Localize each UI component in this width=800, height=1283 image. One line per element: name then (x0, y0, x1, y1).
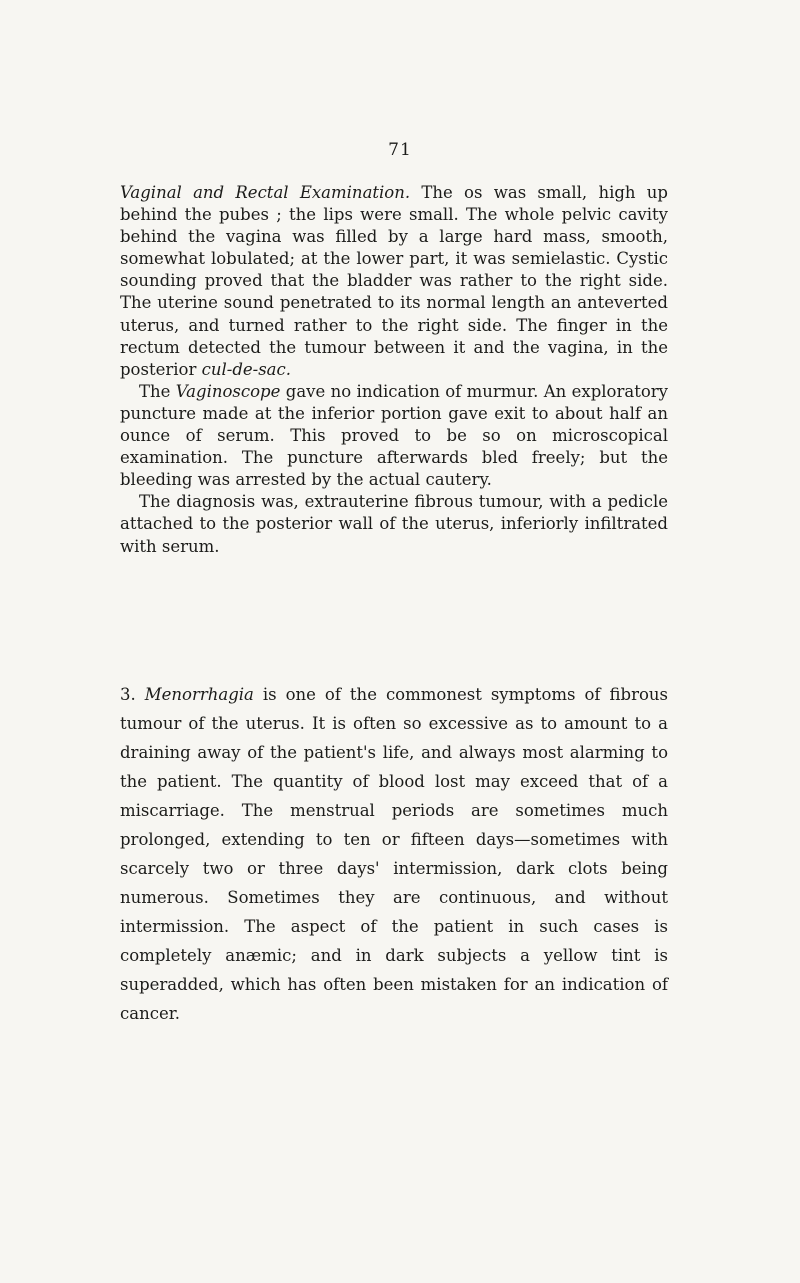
menorrhagia-paragraph (120, 680, 668, 1028)
examination-paragraph (120, 182, 668, 381)
examination-text: The os was small, high up behind the pubes ; the lips were small. The whole pelvic cavity behind the vagina was filled by a large hard mass, smooth, somewhat lobulated; at the lower part, it was semielastic. Cystic sounding proved that the bladder was rather to the right side. The uterine sound penetrated to its normal length an anteverted uterus, and turned rather to the right side. The finger in the rectum detected the tumour between it and the vagina, in the posterior (120, 183, 668, 379)
menorrhagia-text: is one of the commonest symptoms of fibrous tumour of the uterus. It is often so excessive as to amount to a draining away of the patient's life, and always most alarming to the patient. The quantity of blood lost may exceed that of a miscarriage. The menstrual periods are sometimes much prolonged, extending to ten or fifteen days—sometimes with scarcely two or three days' intermission, dark clots being numerous. Sometimes they are continuous, and without intermission. The aspect of the patient in such cases is completely anæmic; and in dark subjects a yellow tint is superadded, which has often been mistaken for an indication of cancer. (120, 685, 668, 1023)
case-report-block (120, 182, 668, 558)
diagnosis-paragraph: The diagnosis was, extrauterine fibrous tumour, with a pedicle attached to the posterior wall of the uterus, inferiorly infiltrated with serum. (120, 492, 668, 556)
page-number: 71 (388, 140, 412, 160)
section-number: 3. (120, 685, 145, 704)
menorrhagia-block (120, 680, 668, 1028)
cul-de-sac-term: cul-de-sac. (201, 359, 292, 379)
vaginoscope-term: Vaginoscope (175, 381, 281, 401)
vaginoscope-text: gave no indication of murmur. An exploratory puncture made at the inferior portion gave exit to about half an ounce of serum. This proved to be so on microscopical examination. The puncture afterwards bled freely; but the bleeding was arrested by the actual cautery. (120, 381, 668, 490)
menorrhagia-term: Menorrhagia (144, 685, 254, 704)
vaginoscope-lead: The (139, 381, 176, 401)
examination-heading: Vaginal and Rectal Examination. (120, 183, 411, 202)
vaginoscope-paragraph (120, 381, 668, 491)
